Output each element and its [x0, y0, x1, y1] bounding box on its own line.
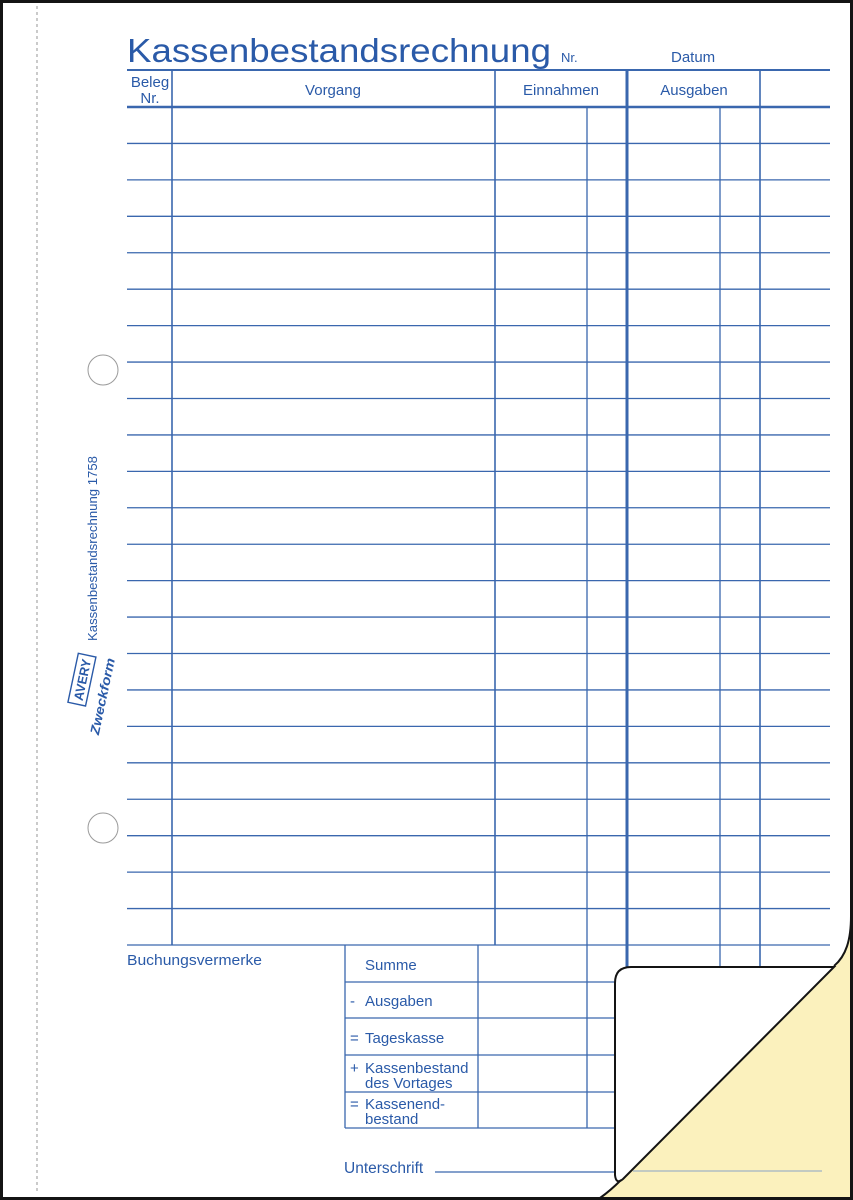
form-number-label: Kassenbestandsrechnung 1758: [86, 465, 100, 641]
column-header-vorgang: Vorgang: [305, 82, 361, 99]
column-header-ausgaben: Ausgaben: [660, 82, 728, 99]
form-title: Kassenbestandsrechnung: [127, 32, 551, 69]
column-header-beleg-nr: Nr.: [140, 90, 160, 107]
punch-hole-upper: [88, 355, 118, 385]
summary-label-tageskasse: Tageskasse: [365, 1030, 445, 1047]
signature-label: Unterschrift: [344, 1160, 424, 1177]
punch-hole-lower: [88, 813, 118, 843]
logo-brand-text: AVERY: [70, 656, 95, 702]
summary-label-ausgaben: Ausgaben: [365, 993, 433, 1010]
summary-sign-minus: -: [350, 993, 355, 1010]
summary-sign-equals-final: =: [350, 1096, 359, 1113]
summary-sign-plus: +: [350, 1060, 359, 1077]
number-label: Nr.: [561, 50, 578, 65]
summary-label-bestand: bestand: [365, 1111, 419, 1128]
date-label: Datum: [671, 49, 716, 66]
summary-label-summe: Summe: [365, 957, 417, 974]
summary-sign-equals: =: [350, 1030, 359, 1047]
column-header-beleg: Beleg: [130, 74, 170, 91]
summary-label-des-vortages: des Vortages: [365, 1075, 453, 1092]
summary-label-kassenend: Kassenend-: [365, 1096, 446, 1113]
booking-notes-label: Buchungsvermerke: [127, 952, 262, 969]
column-header-einnahmen: Einnahmen: [523, 82, 599, 99]
summary-label-kassenbestand: Kassenbestand: [365, 1060, 469, 1077]
logo-sub-text: Zweckform: [86, 665, 116, 737]
